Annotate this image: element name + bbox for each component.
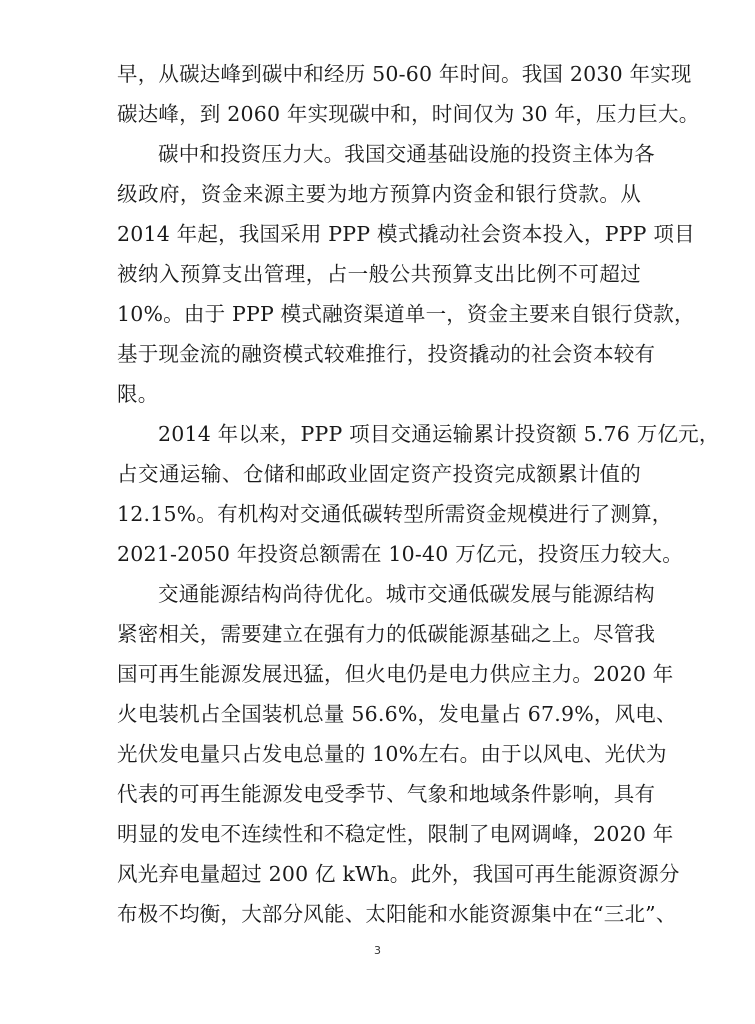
text-line: 代表的可再生能源发电受季节、气象和地域条件影响，具有 xyxy=(117,782,656,806)
text-line: 碳达峰，到 2060 年实现碳中和，时间仅为 30 年，压力巨大。 xyxy=(117,102,700,126)
text-line: 布极不均衡，大部分风能、太阳能和水能资源集中在“三北”、 xyxy=(117,902,677,926)
text-line: 2021-2050 年投资总额需在 10-40 万亿元，投资压力较大。 xyxy=(117,542,683,566)
text-line: 10%。由于 PPP 模式融资渠道单一，资金主要来自银行贷款， xyxy=(117,302,695,326)
text-line: 被纳入预算支出管理，占一般公共预算支出比例不可超过 xyxy=(117,262,641,286)
text-line: 占交通运输、仓储和邮政业固定资产投资完成额累计值的 xyxy=(117,462,641,486)
text-line: 限。 xyxy=(117,382,159,406)
text-line: 国可再生能源发展迅猛，但火电仍是电力供应主力。2020 年 xyxy=(117,662,674,686)
text-line: 级政府，资金来源主要为地方预算内资金和银行贷款。从 xyxy=(117,182,641,206)
text-line: 2014 年起，我国采用 PPP 模式撬动社会资本投入，PPP 项目 xyxy=(117,222,695,246)
text-line: 紧密相关，需要建立在强有力的低碳能源基础之上。尽管我 xyxy=(117,622,656,646)
text-line: 12.15%。有机构对交通低碳转型所需资金规模进行了测算， xyxy=(117,502,673,526)
paragraph-first-line: 碳中和投资压力大。我国交通基础设施的投资主体为各 xyxy=(158,142,655,166)
paragraph-first-line: 2014 年以来，PPP 项目交通运输累计投资额 5.76 万亿元， xyxy=(158,422,720,446)
text-line: 基于现金流的融资模式较难推行，投资撬动的社会资本较有 xyxy=(117,342,656,366)
text-line: 早，从碳达峰到碳中和经历 50-60 年时间。我国 2030 年实现 xyxy=(117,62,692,86)
text-line: 光伏发电量只占发电总量的 10%左右。由于以风电、光伏为 xyxy=(117,742,667,766)
text-line: 明显的发电不连续性和不稳定性，限制了电网调峰，2020 年 xyxy=(117,822,674,846)
page-number: 3 xyxy=(374,944,381,957)
text-line: 火电装机占全国装机总量 56.6%，发电量占 67.9%，风电、 xyxy=(117,702,677,726)
paragraph-first-line: 交通能源结构尚待优化。城市交通低碳发展与能源结构 xyxy=(158,582,655,606)
text-line: 风光弃电量超过 200 亿 kWh。此外，我国可再生能源资源分 xyxy=(117,862,680,886)
